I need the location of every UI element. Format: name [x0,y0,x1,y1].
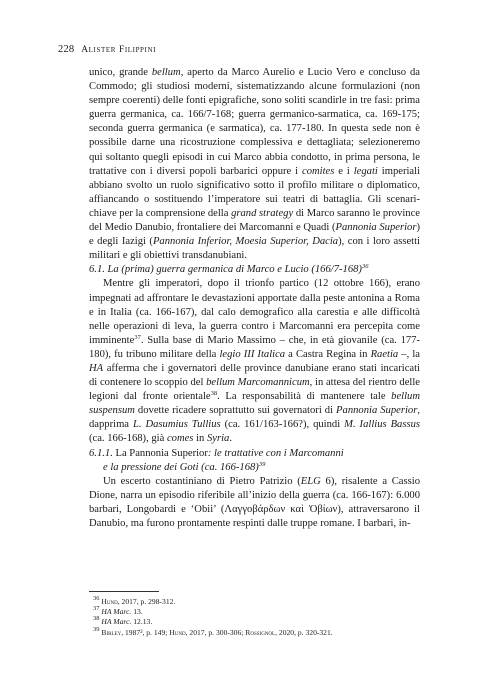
italic-run: HA Marc. [101,607,132,617]
text-run: , 2017, p. 300-306; [185,627,246,637]
body-text [89,66,420,531]
running-head-author: Alister Filippini [81,45,157,55]
italic-run: Pannonia Superior [335,222,417,234]
text-run: , 2020, p. 320-321. [275,627,333,637]
italic-run: comes [166,433,194,445]
text-run: 12.13. [131,617,153,627]
footnote-ref: 36 [361,263,369,271]
footnote-36 [89,597,420,607]
footnote-number: 38 [93,615,100,623]
text-run: Mentre gli imperatori, dopo il trionfo partico (12 ottobre 166), erano impegnati ad affrontare le devastazioni apportate dalla peste antonina a Roma e in Italia (ca. 166-167), dal calo demografico alla carestia e alle difficoltà nelle operazioni di leva, la guerra contro i Marcomanni era percepita come imminente [89,278,420,346]
heading-text: 6.1. La (prima) guerra germanica di Marco e Lucio (166/7-168) [89,264,362,276]
italic-run: M. Iallius Bassus [344,419,421,431]
footnote-38 [89,617,420,627]
author-name: Rossignol [245,627,276,637]
text-run: (ca. 166-168), già [89,433,167,445]
italic-run: ELG [300,475,321,487]
paragraph-3 [89,475,420,531]
italic-run: bellum [151,67,181,78]
text-run: in [193,433,207,445]
footnote-number: 36 [93,595,100,602]
text-run: imperiali abbiano svolto un ruolo significativo sotto il profilo militare o diplomatico, affiancando o sostituendo l’imperatore sui teatri di battaglia. Gli scenari-chiave per la comprensione della [89,165,421,219]
text-run: . Sulla base di Mario Massimo – che, in età giovanile (ca. 177-180), fu tribuno militare della [89,334,420,360]
footnote-37 [89,607,420,617]
text-run: ) e degli Iazigi ( [89,222,420,248]
text-run: a Castra Regina in [285,348,371,360]
footnote-39 [89,625,420,638]
author-name: Hund [169,627,186,637]
section-heading-6-1-1 [89,447,420,475]
text-run: afferma che i governatori delle province danubiane erano stati incaricati di contenere lo scoppio del [89,362,420,389]
italic-run: legio III Italica [219,348,286,360]
footnote-ref: 37 [134,333,141,341]
paragraph-2 [89,277,420,446]
italic-run: comites [302,165,335,177]
page-number: 228 [58,44,75,55]
italic-run: legati [353,165,378,177]
italic-run: HA [89,362,104,374]
heading-number: 6.1.1. [89,447,116,459]
text-run: Un escerto costantiniano di Pietro Patrizio ( [103,475,301,487]
text-run: , 2017, p. 298-312. [117,597,176,606]
text-run: 13. [131,607,143,617]
italic-run: Raetia [370,348,399,360]
author-name: Birley [101,627,122,637]
text-run: , in attesa del rientro delle legioni dal fronte orientale [89,377,420,403]
italic-run: Pannonia Inferior, Moesia Superior, Dacia [152,236,339,248]
text-run: . [229,433,233,445]
text-run: dovette ricadere soprattutto sui governatori di [134,405,337,417]
footnote-number: 37 [93,605,100,613]
text-run: , aperto da Marco Aurelio e Lucio Vero e concluso da Commodo; gli studiosi moderni, sistematizzando alcune formulazioni (non sempre coerenti) delle fonti epigrafiche, sono soliti scandirle in tre fasi: prima guerra germanica, ca. 166/7-168; guerra germanico-sarmatica, ca. 169-175; seconda guerra germanica (e sarmatica), ca. 177-180. In questa sede non è possibile darne una ricostruzione complessiva e dettagliata; selezioneremo qui soltanto quegli episodi in cui Marco abbia condotto, in prima persona, le trattative con i diversi popoli barbarici oppure i [89,67,420,177]
heading-text: : le trattative con i Marcomanni [207,447,344,459]
heading-upright-run: La Pannonia Superior [115,447,208,459]
text-run: (ca. 161/163-166?), quindi [220,419,345,431]
text-run: unico, grande [89,67,152,78]
running-head [58,44,156,55]
text-run: –, la [398,348,420,360]
italic-run: grand strategy [231,207,294,219]
italic-run: bellum suspensum [89,391,420,417]
footnotes [89,591,420,638]
section-heading-6-1 [89,263,420,277]
italic-run: bellum Marcomannicum [206,377,310,389]
text-run: di Marco saranno le province del Medio Danubio, frontaliere dei Marcomanni e Quadi ( [89,207,420,234]
text-run: , 1987², p. 149; [121,627,170,637]
text-run: 6), risalente a Cassio Dione, narra un episodio riferibile all’inizio della guerra (ca. 166-167): 6.000 barbari, Longobardi e ‘Obii’ (Λαγγοβάρδων καὶ Ὀβίων), attraversarono il Danubio, ma furono prontamente respinti dalle truppe romane. I barbari, in- [89,475,420,529]
text-run: ), con i loro assetti militari e gli obiettivi transdanubiani. [89,236,420,262]
italic-run: Pannonia Superior [336,405,418,417]
heading-line-2 [89,461,420,475]
author-name: Hund [101,597,118,606]
text-run: , dapprima [89,405,420,431]
text-run: e i [334,165,354,177]
footnote-ref: 38 [210,390,218,398]
paragraph-1 [89,66,420,263]
footnote-number: 39 [93,625,100,633]
italic-run: Syria [206,433,230,445]
heading-text: e la pressione dei Goti (ca. 166-168) [103,461,259,473]
footnote-separator [89,591,159,592]
italic-run: HA Marc. [101,617,132,627]
footnote-ref: 39 [258,460,266,468]
italic-run: L. Dasumius Tullius [132,419,221,431]
text-run: . La responsabilità di mantenere tale [217,391,392,403]
